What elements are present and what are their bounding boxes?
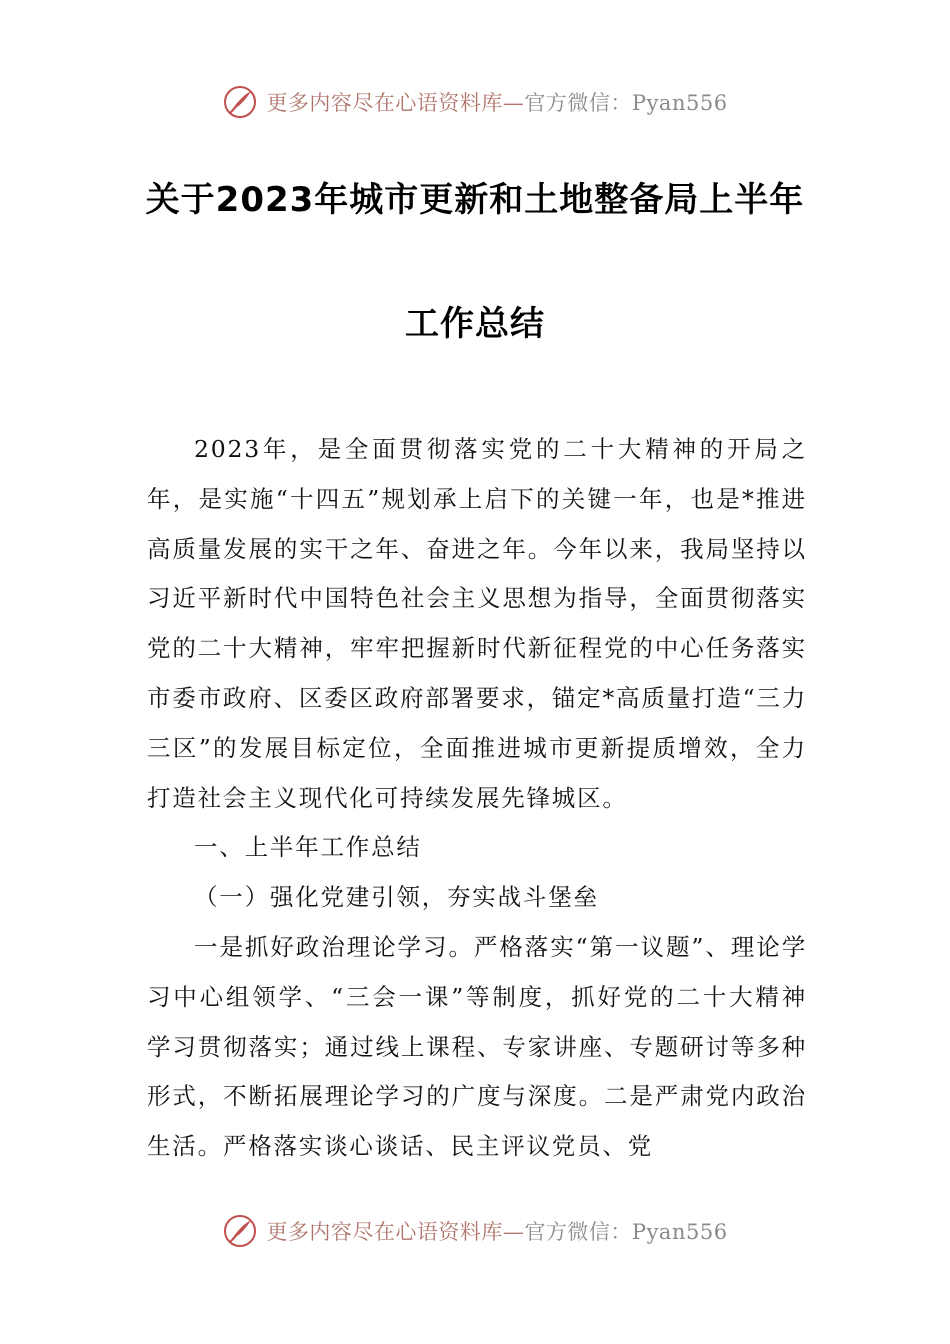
quill-pen-icon — [222, 84, 258, 120]
banner-brand-text: 更多内容尽在心语资料库— — [266, 1220, 525, 1244]
section-heading: 一、上半年工作总结 — [194, 833, 422, 862]
header-banner — [0, 77, 950, 127]
subsection-heading: （一）强化党建引领，夯实战斗堡垒 — [194, 883, 599, 912]
banner-brand-text: 更多内容尽在心语资料库— — [266, 91, 525, 115]
banner-text — [266, 1216, 727, 1246]
paragraph-intro: 2023年，是全面贯彻落实党的二十大精神的开局之年，是实施“十四五”规划承上启下的关键一年，也是*推进高质量发展的实干之年、奋进之年。今年以来，我局坚持以习近平新时代中国特色社会主义思想为指导，全面贯彻落实党的二十大精神，牢牢把握新时代新征程党的中心任务落实市委市政府、区委区政府部署要求，锚定*高质量打造“三力三区”的发展目标定位，全面推进城市更新提质增效，全力打造社会主义现代化可持续发展先锋城区。 — [147, 435, 807, 812]
banner-wechat-text: 官方微信：Pyan556 — [524, 91, 728, 115]
paragraph-study: 一是抓好政治理论学习。严格落实“第一议题”、理论学习中心组领学、“三会一课”等制度，抓好党的二十大精神学习贯彻落实；通过线上课程、专家讲座、专题研讨等多种形式，不断拓展理论学习的广度与深度。二是严肃党内政治生活。严格落实谈心谈话、民主评议党员、党 — [147, 932, 807, 1161]
banner-text — [266, 87, 727, 117]
document-title-line1: 关于2023年城市更新和土地整备局上半年 — [145, 180, 805, 220]
banner-wechat-text: 官方微信：Pyan556 — [524, 1220, 728, 1244]
document-body — [147, 425, 807, 1172]
document-title-line2: 工作总结 — [405, 304, 545, 344]
footer-banner — [0, 1206, 950, 1256]
quill-pen-icon — [222, 1213, 258, 1249]
